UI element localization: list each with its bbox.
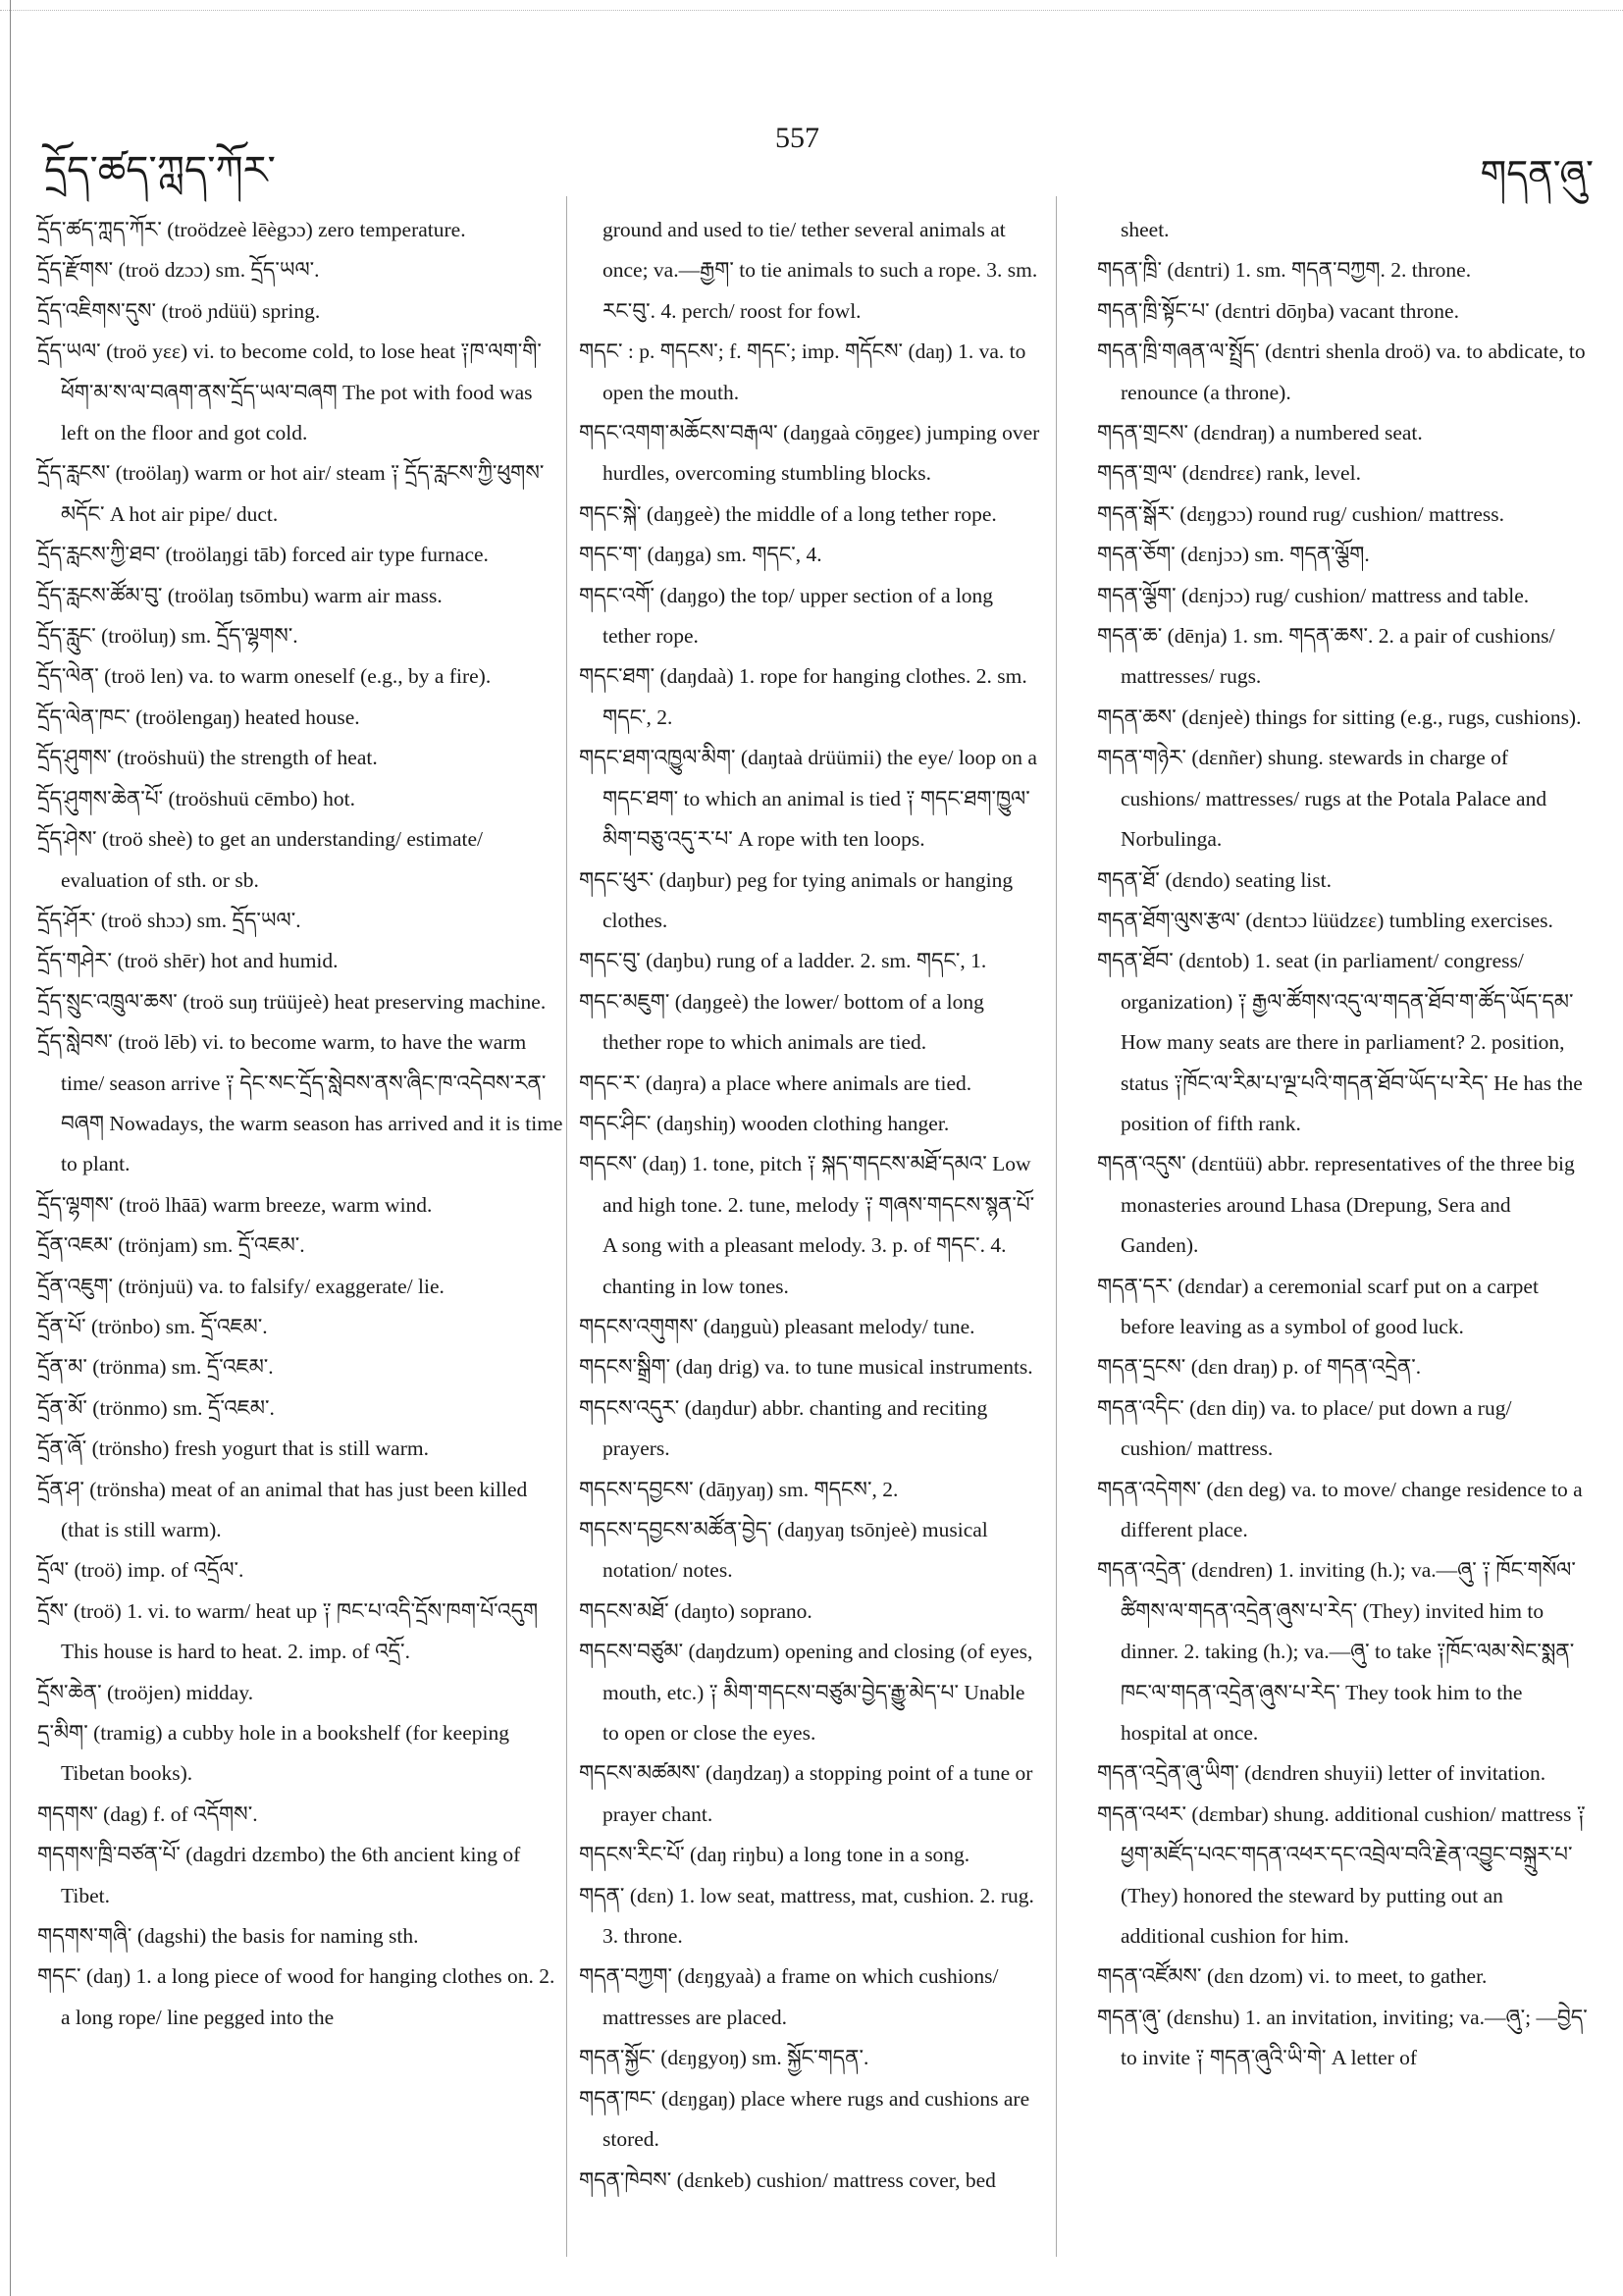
dictionary-entry: གདན་འཕར་ (dɛmbar) shung. additional cushion/ mattress ༑ ཕྱག་མཛོད་པའང་གདན་འཕར་དང་འབྲེལ་བའི་རྗེན་འབྱུང་བསྐྲུར་པ་ (They) honored the steward by putting out an additional cushion for him. [1097,1801,1586,1949]
dictionary-entry: གདན་ཐོབ་ (dɛntob) 1. seat (in parliament/ congress/ organization) ༑ རྒྱལ་ཚོགས་འདུ་ལ་གདན་ཐོབ་ག་ཚོད་ཡོད་དམ་ How many seats are there in parliament? 2. position, status ༑ཁོང་ལ་རིམ་པ་ལྔ་པའི་གདན་ཐོབ་ཡོད་པ་རེད་ He has the position of fifth rank. [1097,949,1583,1135]
dictionary-entry: sheet. [1121,218,1170,241]
dictionary-entry: དྲོད་རླངས་ཚོམ་བུ་ (troölaŋ tsōmbu) warm air mass. [37,583,443,607]
dictionary-entry: གདང་ཕུར་ (daŋbur) peg for tying animals or hanging clothes. [579,867,1014,932]
dictionary-entry: དྲོད་རྫོགས་ (troö dzɔɔ) sm. དྲོད་ཡལ་. [37,258,320,283]
dictionary-entry: དྲོད་ཤེས་ (troö sheè) to get an understanding/ estimate/ evaluation of sth. or sb. [37,827,483,892]
dictionary-entry: དྲོད་སླེབས་ (troö lēb) vi. to become warm, to have the warm time/ season arrive ༑ དེང་སང་དྲོད་སླེབས་ནས་ཞིང་ཁ་འདེབས་རན་བཞག Nowadays, the warm season has arrived and it is time to plant. [37,1030,563,1176]
dictionary-entry: གདངས་དབྱངས་ (dāŋyaŋ) sm. གདངས་, 2. [579,1477,899,1501]
dictionary-entry: དྲོད་ལེན་ (troö len) va. to warm oneself (e.g., by a fire). [37,664,492,689]
dictionary-entry: གདགས་ (dag) f. of འདོགས་. [37,1801,258,1826]
dictionary-entry: གདན་ཞུ་ (dɛnshu) 1. an invitation, inviting; va.—ཞུ་; —བྱེད་ to invite ༑ གདན་ཞུའི་ཡི་གེ་ A letter of [1097,2005,1588,2070]
dictionary-entry: གདངས་བཙུམ་ (daŋdzum) opening and closing (of eyes, mouth, etc.) ༑ མིག་གདངས་བཙུམ་བྱེད་རྒྱུ་མེད་པ་ Unable to open or close the eyes. [579,1640,1033,1746]
scan-top-edge [0,10,1623,12]
dictionary-entry: གདན་སྒོར་ (dɛŋgɔɔ) round rug/ cushion/ mattress. [1097,501,1504,526]
dictionary-entry: གདང་ཤིང་ (daŋshiŋ) wooden clothing hanger. [579,1111,950,1135]
dictionary-entry: གདངས་མཐོ་ (daŋto) soprano. [579,1598,812,1623]
dictionary-entry: གདན་ཆ་ (dēnja) 1. sm. གདན་ཆས་. 2. a pair of cushions/ mattresses/ rugs. [1097,624,1555,689]
dictionary-entry: གདང་ག་ (daŋga) sm. གདང་, 4. [579,543,822,567]
dictionary-entry: གདན་ཁྲི་གཞན་ལ་སྤྲོད་ (dɛntri shenla droö) va. to abdicate, to renounce (a throne). [1097,339,1586,404]
dictionary-entry: གདང་ : p. གདངས་; f. གདང་; imp. གདོངས་ (daŋ) 1. va. to open the mouth. [579,339,1026,404]
dictionary-entry: གདང་ (daŋ) 1. a long piece of wood for hanging clothes on. 2. a long rope/ line pegged into the [37,1964,555,2029]
dictionary-entry: གདངས་ (daŋ) 1. tone, pitch ༑ སྐད་གདངས་མཐོ་དམའ་ Low and high tone. 2. tune, melody ༑ གཞས་གདངས་སྙན་པོ་ A song with a pleasant melody. 3. p. of གདང་. 4. chanting in low tones. [579,1152,1035,1298]
dictionary-entry: གདང་སྐེ་ (daŋgeè) the middle of a long tether rope. [579,501,997,526]
dictionary-entry: གདང་འགོ་ (daŋgo) the top/ upper section of a long tether rope. [579,583,994,649]
dictionary-entry: དྲོད་ཤུགས་ (troöshuü) the strength of heat. [37,746,378,770]
dictionary-entry: དྲོད་ཤུགས་ཆེན་པོ་ (troöshuü cēmbo) hot. [37,786,355,810]
dictionary-entry: གདན་ཐོག་ལུས་རྩལ་ (dɛntɔɔ lüüdzɛɛ) tumbling exercises. [1097,908,1553,932]
dictionary-entry: དྲོན་ཤ་ (trönsha) meat of an animal that has just been killed (that is still warm). [37,1477,528,1541]
column-separator [566,196,567,2257]
dictionary-entry: གདང་མཇུག་ (daŋgeè) the lower/ bottom of a long thether rope to which animals are tied. [579,989,984,1055]
dictionary-entry: གདན་སྐྱོང་ (dɛŋgyoŋ) sm. སྐྱོང་གདན་. [579,2046,869,2070]
dictionary-entry: གདན་ལྕོག་ (dɛnjɔɔ) rug/ cushion/ mattress and table. [1097,583,1530,607]
dictionary-entry: གདན་ཐོ་ (dɛndo) seating list. [1097,867,1332,892]
dictionary-entry: གདན་གྲངས་ (dɛndraŋ) a numbered seat. [1097,421,1423,445]
dictionary-entry: གདགས་ཁྲི་བཙན་པོ་ (dagdri dzɛmbo) the 6th ancient king of Tibet. [37,1843,521,1907]
dictionary-entry: དྲོས་ (troö) 1. vi. to warm/ heat up ༑ ཁང་པ་འདི་དྲོས་ཁག་པོ་འདུག This house is hard to heat. 2. imp. of འདྲོ་. [37,1598,539,1664]
dictionary-entry: དྲོད་རླུང་ (troöluŋ) sm. དྲོད་ལྷགས་. [37,624,298,649]
dictionary-entry: དྲ་མིག་ (tramig) a cubby hole in a bookshelf (for keeping Tibetan books). [37,1721,509,1786]
dictionary-entry: གདན་འདྲེན་ (dɛndren) 1. inviting (h.); va.—ཞུ་ ༑ ཁོང་གསོལ་ཚིགས་ལ་གདན་འདྲེན་ཞུས་པ་རེད་ (They) invited him to dinner. 2. taking (h.); va.—ཞུ་ to take ༑ཁོང་ལམ་སེང་སྨན་ཁང་ལ་གདན་འདྲེན་ཞུས་པ་རེད་ They took him to the hospital at once. [1097,1558,1576,1746]
dictionary-entry: དྲོད་ཤོར་ (troö shɔɔ) sm. དྲོད་ཡལ་. [37,908,301,932]
column-2 [579,210,1040,2201]
dictionary-entry: དྲོན་པོ་ (trönbo) sm. དྲོ་འཇམ་. [37,1314,268,1338]
dictionary-entry: གདན་འདེགས་ (dɛn deg) va. to move/ change residence to a different place. [1097,1477,1583,1541]
dictionary-entry: དྲོད་འཇིགས་དུས་ (troö ɲdüü) spring. [37,298,321,323]
dictionary-entry: དྲོན་མ་ (trönma) sm. དྲོ་འཇམ་. [37,1355,274,1380]
dictionary-entry: གདན་ཁང་ (dɛŋgaŋ) place where rugs and cushions are stored. [579,2086,1030,2152]
dictionary-entry: དྲོད་ཡལ་ (troö yɛɛ) vi. to become cold, to lose heat ༑ཁ་ལག་གི་ཕོག་མ་ས་ལ་བཞག་ནས་དྲོད་ཡལ་བཞག The pot with food was left on the floor and got cold. [37,339,542,445]
dictionary-entry: གདན་གྲལ་ (dɛndrɛɛ) rank, level. [1097,461,1361,486]
right-guide-word: གདན་ཞུ་ [1480,152,1594,195]
dictionary-entry: གདན་དར་ (dɛndar) a ceremonial scarf put on a carpet before leaving as a symbol of good luck. [1097,1274,1539,1338]
dictionary-entry: གདན་འདྲེན་ཞུ་ཡིག་ (dɛndren shuyii) letter of invitation. [1097,1761,1546,1786]
dictionary-entry: གདན་ཅོག་ (dɛnjɔɔ) sm. གདན་ལྕོག. [1097,543,1370,567]
dictionary-entry: གདགས་གཞི་ (dagshi) the basis for naming sth. [37,1924,419,1949]
dictionary-entry: གདངས་སྒྲིག་ (daŋ drig) va. to tune musical instruments. [579,1355,1033,1380]
dictionary-entry: གདང་འགག་མཆོངས་བརྒལ་ (daŋgaà cōŋgeɛ) jumping over hurdles, overcoming stumbling blocks. [579,421,1040,486]
dictionary-entry: གདང་ར་ (daŋra) a place where animals are tied. [579,1070,972,1095]
dictionary-entry: དྲོན་འཇམ་ (trönjam) sm. དྲོ་འཇམ་. [37,1233,305,1258]
dictionary-entry: གདངས་འདུར་ (daŋdur) abbr. chanting and reciting prayers. [579,1395,988,1461]
column-3 [1097,210,1588,2079]
dictionary-entry: དྲོན་ཞོ་ (trönsho) fresh yogurt that is still warm. [37,1436,429,1461]
dictionary-entry: གདན་ཆས་ (dɛnjeè) things for sitting (e.g., rugs, cushions). [1097,704,1582,729]
dictionary-entry: གདང་ཐག་ (daŋdaà) 1. rope for hanging clothes. 2. sm. གདང་, 2. [579,664,1027,729]
scan-left-edge [10,0,11,2296]
dictionary-entry: གདངས་འགུགས་ (daŋguù) pleasant melody/ tune. [579,1314,975,1338]
dictionary-entry: དྲོལ་ (troö) imp. of འདྲོལ་. [37,1558,244,1583]
dictionary-entry: གདན་ཁྲི་སྟོང་པ་ (dɛntri dōŋba) vacant throne. [1097,298,1459,323]
dictionary-entry: གདན་འདིང་ (dɛn diŋ) va. to place/ put down a rug/ cushion/ mattress. [1097,1395,1512,1461]
dictionary-entry: གདན་དྲངས་ (dɛn draŋ) p. of གདན་འདྲེན་. [1097,1355,1422,1380]
dictionary-entry: གདན་ (dɛn) 1. low seat, mattress, mat, cushion. 2. rug. 3. throne. [579,1883,1034,1949]
dictionary-entry: དྲོས་ཆེན་ (troöjen) midday. [37,1680,254,1704]
dictionary-entry: ground and used to tie/ tether several animals at once; va.—རྒྱག་ to tie animals to such a rope. 3. sm. རང་བུ་. 4. perch/ roost for fowl. [602,218,1038,323]
dictionary-entry: དྲོད་ལྷགས་ (troö lhāā) warm breeze, warm wind. [37,1192,433,1217]
dictionary-entry: གདན་འཛོམས་ (dɛn dzom) vi. to meet, to gather. [1097,1964,1488,1989]
left-guide-word: དྲོད་ཚད་ཀླད་ཀོར་ [44,148,276,193]
dictionary-entry: གདངས་དབྱངས་མཚོན་བྱེད་ (daŋyaŋ tsōnjeè) musical notation/ notes. [579,1518,988,1583]
dictionary-entry: གདན་བཀྱག་ (dɛŋgyaà) a frame on which cushions/ mattresses are placed. [579,1964,999,2029]
dictionary-entry: དྲོན་འཇུག་ (trönjuü) va. to falsify/ exaggerate/ lie. [37,1274,445,1298]
dictionary-entry: དྲོད་རླངས་ཀྱི་ཐབ་ (troölaŋgi tāb) forced air type furnace. [37,543,489,567]
column-1 [37,210,563,2038]
page-number: 557 [775,122,819,154]
dictionary-entry: གདང་བུ་ (daŋbu) rung of a ladder. 2. sm. གདང་, 1. [579,949,987,973]
dictionary-entry: དྲོད་གཤེར་ (troö shēr) hot and humid. [37,949,339,973]
dictionary-entry: གདངས་རིང་པོ་ (daŋ riŋbu) a long tone in a song. [579,1843,970,1867]
dictionary-entry: དྲོད་ཚད་ཀླད་ཀོར་ (troödzeè lēègɔɔ) zero temperature. [37,218,466,241]
dictionary-entry: གདང་ཐག་འཁྱུལ་མིག་ (daŋtaà drüümii) the eye/ loop on a གདང་ཐག་ to which an animal is tied ༑ གདང་ཐག་ཁྱུལ་མིག་བཅུ་འདུ་ར་པ་ A rope with ten loops. [579,746,1037,852]
dictionary-entry: གདངས་མཚམས་ (daŋdzaŋ) a stopping point of a tune or prayer chant. [579,1761,1033,1826]
dictionary-entry: གདན་ཁེབས་ (dɛnkeb) cushion/ mattress cover, bed [579,2167,996,2192]
dictionary-entry: དྲོད་སྲུང་འཁྲུལ་ཆས་ (troö suŋ trüüjeè) heat preserving machine. [37,989,547,1014]
dictionary-entry: གདན་ཁྲི་ (dɛntri) 1. sm. གདན་བཀྱག. 2. throne. [1097,258,1472,283]
dictionary-entry: དྲོད་རླངས་ (troölaŋ) warm or hot air/ steam ༑ དྲོད་རླངས་ཀྱི་ཕུགས་མདོང་ A hot air pipe/ duct. [37,461,545,526]
dictionary-entry: གདན་འདུས་ (dɛntüü) abbr. representatives of the three big monasteries around Lhasa (Drepung, Sera and Ganden). [1097,1152,1575,1258]
column-separator [1056,196,1057,2257]
dictionary-entry: དྲོད་ལེན་ཁང་ (troölengaŋ) heated house. [37,704,360,729]
dictionary-entry: གདན་གཉེར་ (dɛnñer) shung. stewards in charge of cushions/ mattresses/ rugs at the Potala Palace and Norbulinga. [1097,746,1547,852]
dictionary-entry: དྲོན་མོ་ (trönmo) sm. དྲོ་འཇམ་. [37,1395,275,1420]
